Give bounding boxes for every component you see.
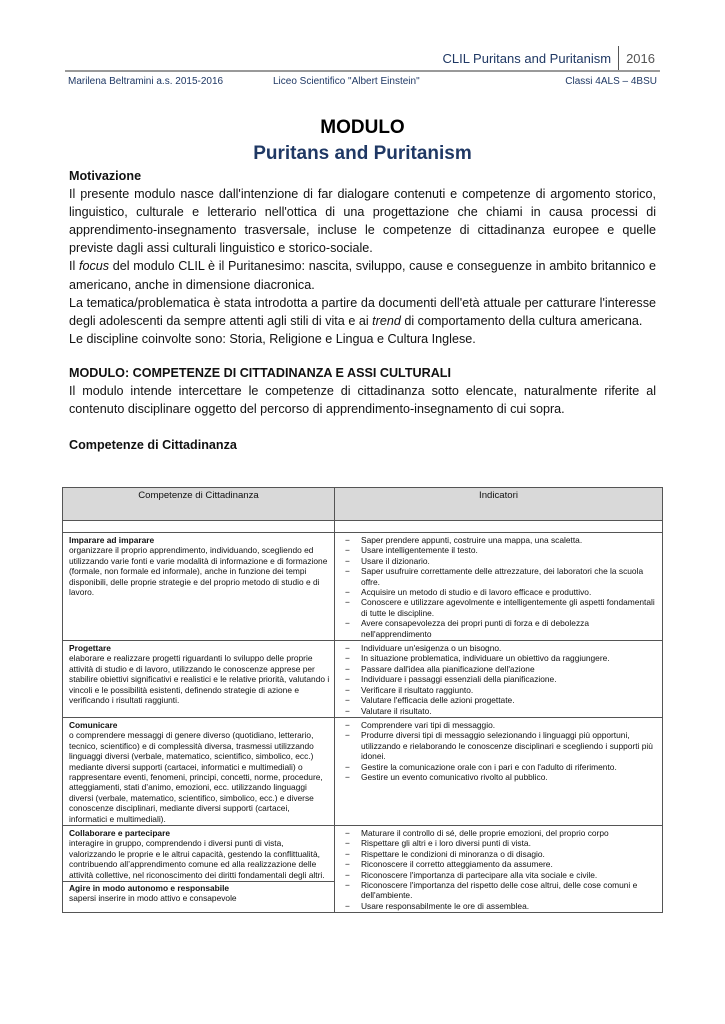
module-title: Puritans and Puritanism: [253, 143, 472, 164]
author: Marilena Beltramini a.s. 2015-2016: [68, 76, 224, 87]
indicator-item: − Comprendere vari tipi di messaggio.: [341, 720, 658, 730]
competence-description: interagire in gruppo, comprendendo i diversi punti di vista, valorizzando le proprie e le altrui capacità, gestendo la conflittualità, contribuendo all’apprendimento comune ed alla realizzazione delle attività collettive, nel riconoscimento dei diritti fondamentali degli altri.: [69, 838, 325, 880]
competenze-heading: Competenze di Cittadinanza: [69, 438, 237, 453]
competence-title: Imparare ad imparare: [69, 535, 155, 545]
header-rule: [65, 70, 660, 72]
indicator-item: − Riconoscere l'importanza del rispetto delle cose altrui, delle cose comuni e dell'ambiente.: [341, 880, 658, 901]
competenze-table: [62, 487, 663, 913]
table-header-row: [63, 488, 663, 521]
sub-header: [68, 76, 657, 87]
competence-cell: [63, 641, 335, 718]
doc-title: CLIL Puritans and Puritanism: [442, 50, 612, 66]
indicators-cell: [335, 717, 663, 825]
indicators-list: [341, 535, 658, 639]
indicators-list: [341, 643, 658, 716]
competence-cell: [63, 533, 335, 641]
competence-cell: [63, 825, 335, 912]
indicator-item: − Usare intelligentemente il testo.: [341, 545, 658, 555]
indicator-item: − Passare dall'idea alla pianificazione dell'azione: [341, 664, 658, 674]
column-header-indicatori: Indicatori: [335, 488, 663, 521]
modulo-competenze-text: Il modulo intende intercettare le competenze di cittadinanza sotto elencate, naturalmente riferite al contenuto disciplinare oggetto del percorso di apprendimento-insegnamento di cui sopra.: [69, 384, 656, 417]
indicator-item: − Valutare l'efficacia delle azioni progettate.: [341, 695, 658, 705]
table-spacer-row: [63, 521, 663, 533]
competence-description: o comprendere messaggi di genere diverso (quotidiano, letterario, tecnico, scientifico) e di complessità diversa, trasmessi utilizzando linguaggi diversi (verbale, matematico, scientifico, simbolico, ecc.) mediante diversi supporti (cartacei, informatici e multimediali) o rappresentare eventi, fenomeni, principi, concetti, norme, procedure, atteggiamenti, stati d’animo, emozioni, ecc. utilizzando linguaggi diversi (verbale, matematico, scientifico, simbolico, ecc.) e diverse conoscenze disciplinari, mediante diversi supporti (cartacei, informatici e multimediali).: [69, 730, 323, 824]
indicator-item: − Individuare un'esigenza o un bisogno.: [341, 643, 658, 653]
indicator-item: − Usare responsabilmente le ore di assemblea.: [341, 901, 658, 911]
column-header-competenze: Competenze di Cittadinanza: [63, 488, 335, 521]
indicator-item: − Riconoscere il corretto atteggiamento da assumere.: [341, 859, 658, 869]
competence-subcell: [63, 881, 334, 904]
spacer: [69, 348, 656, 364]
indicator-item: − In situazione problematica, individuare un obiettivo da raggiungere.: [341, 653, 658, 663]
competence-description: sapersi inserire in modo attivo e consapevole: [69, 893, 237, 904]
indicator-item: − Riconoscere l'importanza di partecipare alla vita sociale e civile.: [341, 870, 658, 880]
spacer: [69, 418, 656, 436]
indicator-item: − Maturare il controllo di sé, delle proprie emozioni, del proprio corpo: [341, 828, 658, 838]
indicator-item: − Conoscere e utilizzare agevolmente e intelligentemente gli aspetti fondamentali di tutte le discipline.: [341, 597, 658, 618]
indicator-item: − Rispettare gli altri e i loro diversi punti di vista.: [341, 838, 658, 848]
indicators-list: [341, 720, 658, 782]
trend-term: trend: [372, 313, 401, 328]
competence-description: organizzare il proprio apprendimento, individuando, scegliendo ed utilizzando varie fonti e varie modalità di informazione e di formazione (formale, non formale ed informale), anche in funzione dei tempi disponibili, delle proprie strategie e del proprio metodo di studio e di lavoro.: [69, 545, 328, 598]
indicators-cell: [335, 825, 663, 912]
table-row: [63, 533, 663, 641]
document-body: [69, 167, 656, 454]
competence-title: Comunicare: [69, 719, 118, 730]
indicators-cell: [335, 641, 663, 718]
header-divider: [618, 46, 619, 70]
indicator-item: − Valutare il risultato.: [341, 706, 658, 716]
indicators-list: [341, 828, 658, 911]
competence-description: elaborare e realizzare progetti riguardanti lo sviluppo delle proprie attività di studio e di lavoro, utilizzando le conoscenze apprese per stabilire obiettivi significativi e realistici e le relative priorità, valutando i vincoli e le possibilità esistenti, definendo strategie di azione e verificando i risultati raggiunti.: [69, 653, 330, 706]
table-row: [63, 641, 663, 718]
indicator-item: − Individuare i passaggi essenziali della pianificazione.: [341, 674, 658, 684]
indicator-item: − Saper prendere appunti, costruire una mappa, una scaletta.: [341, 535, 658, 545]
modulo-competenze-heading: MODULO: COMPETENZE DI CITTADINANZA E ASSI CULTURALI: [69, 365, 451, 380]
indicator-item: − Saper usufruire correttamente delle attrezzature, dei laboratori che la scuola offre.: [341, 566, 658, 587]
indicator-item: − Gestire un evento comunicativo rivolto al pubblico.: [341, 772, 658, 782]
indicator-item: − Usare il dizionario.: [341, 556, 658, 566]
indicators-cell: [335, 533, 663, 641]
indicator-item: − Acquisire un metodo di studio e di lavoro efficace e produttivo.: [341, 587, 658, 597]
doc-year: 2016: [626, 50, 655, 66]
motivazione-paragraph-3: La tematica/problematica è stata introdotta a partire da documenti dell'età attuale per catturare l'interesse degli adolescenti da sempre attenti agli stili di vita e ai trend di comportamento della cultura americana.: [69, 295, 656, 328]
indicator-item: − Verificare il risultato raggiunto.: [341, 685, 658, 695]
module-label: MODULO: [320, 117, 405, 138]
focus-term: focus: [78, 259, 110, 274]
school-name: Liceo Scientifico "Albert Einstein": [273, 76, 420, 87]
motivazione-paragraph-1: Il presente modulo nasce dall'intenzione di far dialogare contenuti e competenze di argomento storico, linguistico, culturale e letterario nell'ottica di una progettazione che chiami in causa processi di apprendimento-insegnamento trasversale, incluse le competenze di cittadinanza europee e quelle previste dagli assi culturali linguistico e storico-sociale.: [69, 187, 656, 256]
motivazione-paragraph-4: Le discipline coinvolte sono: Storia, Religione e Lingua e Cultura Inglese.: [69, 331, 476, 346]
table-row: [63, 717, 663, 825]
competence-title: Agire in modo autonomo e responsabile: [69, 883, 230, 893]
motivazione-paragraph-2: Il focus del modulo CLIL è il Puritanesimo: nascita, sviluppo, cause e conseguenze in ambito britannico e americano, anche in dimensione diacronica.: [69, 259, 656, 292]
indicator-item: − Gestire la comunicazione orale con i pari e con l'adulto di riferimento.: [341, 762, 658, 772]
table-row: [63, 825, 663, 912]
competence-title: Progettare: [69, 643, 111, 654]
classes: Classi 4ALS – 4BSU: [565, 76, 657, 87]
competence-title: Collaborare e partecipare: [69, 827, 171, 838]
indicator-item: − Avere consapevolezza dei propri punti di forza e di debolezza nell'apprendimento: [341, 618, 658, 639]
indicator-item: − Produrre diversi tipi di messaggio selezionando i linguaggi più opportuni, utilizzando e rielaborando le conoscenze disciplinari e scegliendo i supporti più idonei.: [341, 730, 658, 761]
running-header: [442, 45, 655, 71]
motivazione-heading: Motivazione: [69, 169, 142, 183]
indicator-item: − Rispettare le condizioni di minoranza o di disagio.: [341, 849, 658, 859]
competence-cell: [63, 717, 335, 825]
